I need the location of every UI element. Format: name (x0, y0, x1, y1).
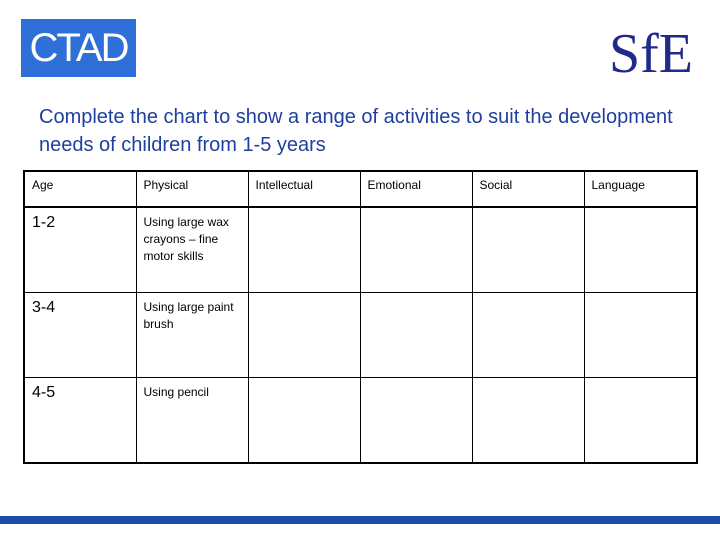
social-cell[interactable] (472, 207, 584, 293)
table-row (24, 293, 697, 378)
physical-cell: Using pencil (136, 378, 248, 464)
bottom-accent-bar (0, 516, 720, 524)
table-header-row (24, 171, 697, 207)
language-cell[interactable] (584, 293, 697, 378)
physical-cell: Using large paint brush (136, 293, 248, 378)
ctad-logo (21, 19, 136, 77)
physical-cell: Using large wax crayons – fine motor skills (136, 207, 248, 293)
header-age: Age (24, 171, 136, 207)
page-title: Complete the chart to show a range of activities to suit the development needs of children from 1-5 years (39, 106, 673, 156)
header-language: Language (584, 171, 697, 207)
header-emotional: Emotional (360, 171, 472, 207)
intellectual-cell[interactable] (248, 378, 360, 464)
sfe-logo: SfE (609, 23, 693, 85)
language-cell[interactable] (584, 207, 697, 293)
header-social: Social (472, 171, 584, 207)
age-cell: 3-4 (24, 293, 136, 378)
language-cell[interactable] (584, 378, 697, 464)
ctad-logo-text: CTAD (29, 26, 128, 70)
social-cell[interactable] (472, 378, 584, 464)
table-row (24, 207, 697, 293)
header-physical: Physical (136, 171, 248, 207)
emotional-cell[interactable] (360, 207, 472, 293)
emotional-cell[interactable] (360, 378, 472, 464)
age-cell: 4-5 (24, 378, 136, 464)
table-row (24, 378, 697, 464)
intellectual-cell[interactable] (248, 207, 360, 293)
header-intellectual: Intellectual (248, 171, 360, 207)
emotional-cell[interactable] (360, 293, 472, 378)
activities-table (23, 170, 698, 464)
intellectual-cell[interactable] (248, 293, 360, 378)
social-cell[interactable] (472, 293, 584, 378)
age-cell: 1-2 (24, 207, 136, 293)
